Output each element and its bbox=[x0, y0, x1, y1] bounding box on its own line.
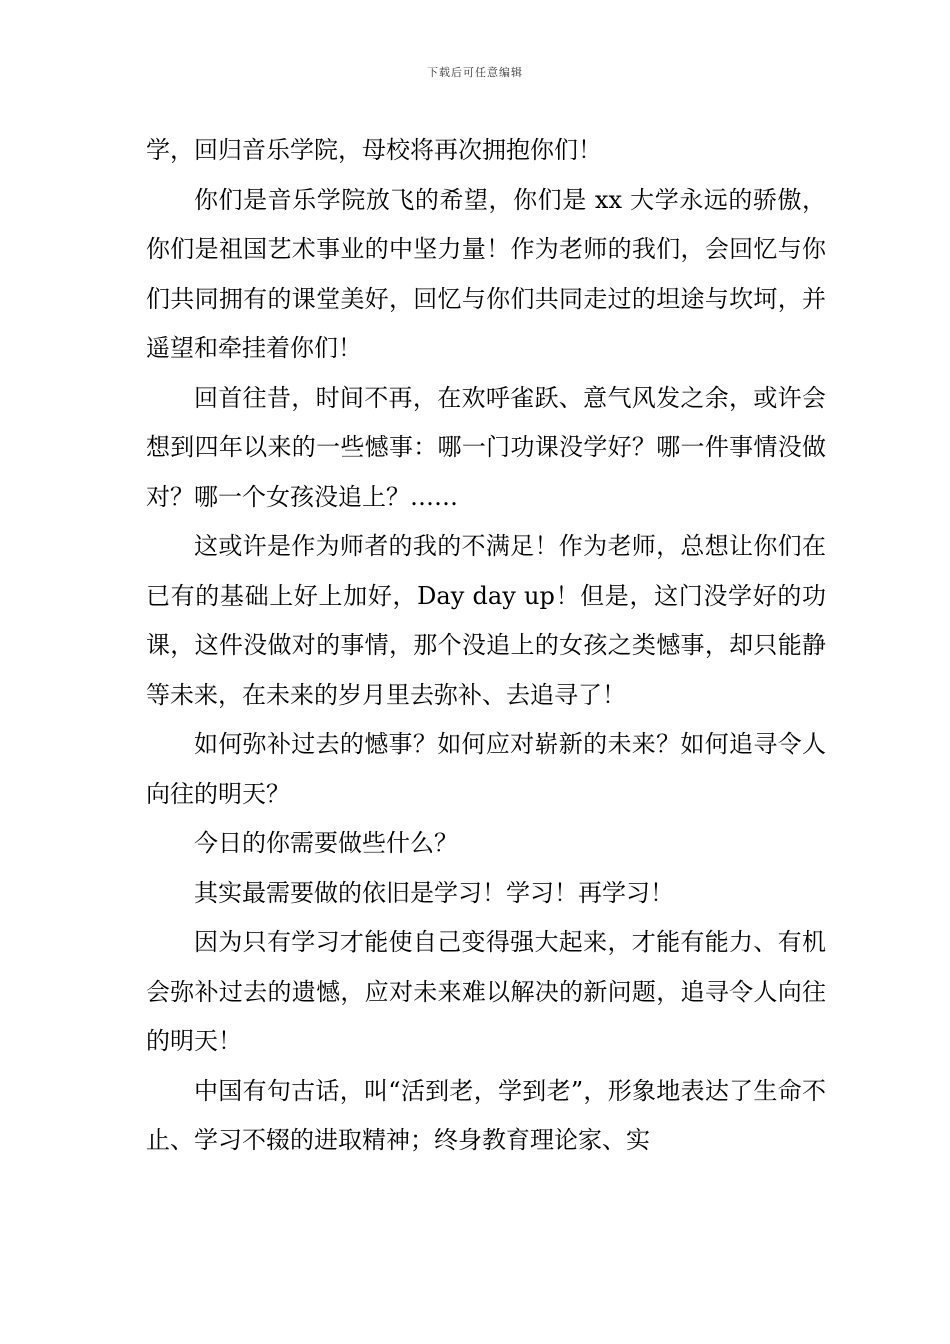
paragraph: 中国有句古话，叫“活到老，学到老”，形象地表达了生命不止、学习不辍的进取精神；终身教育理论家、实 bbox=[146, 1076, 826, 1154]
paragraph: 今日的你需要做些什么？ bbox=[194, 829, 458, 857]
paragraph: 你们是音乐学院放飞的希望，你们是 xx 大学永远的骄傲，你们是祖国艺术事业的中坚力量！作为老师的我们，会回忆与你们共同拥有的课堂美好，回忆与你们共同走过的坦途与坎坷，并遥望和牵挂着你们！ bbox=[146, 185, 826, 362]
paragraph: 因为只有学习才能使自己变得强大起来，才能有能力、有机会弥补过去的遗憾，应对未来难以解决的新问题，追寻令人向往的明天！ bbox=[146, 928, 826, 1055]
document-body bbox=[146, 126, 826, 1166]
page-header: 下载后可任意编辑 bbox=[427, 66, 523, 79]
paragraph: 回首往昔，时间不再，在欢呼雀跃、意气风发之余，或许会想到四年以来的一些憾事：哪一门功课没学好？哪一件事情没做对？哪一个女孩没追上？…… bbox=[146, 383, 826, 511]
paragraph: 学，回归音乐学院，母校将再次拥抱你们！ bbox=[146, 136, 602, 164]
paragraph: 其实最需要做的依旧是学习！学习！再学习！ bbox=[194, 878, 674, 907]
paragraph: 这或许是作为师者的我的不满足！作为老师，总想让你们在已有的基础上好上加好，Day day up！但是，这门没学好的功课，这件没做对的事情，那个没追上的女孩之类憾事，却只能静等未来，在未来的岁月里去弥补、去追寻了！ bbox=[146, 532, 826, 709]
paragraph: 如何弥补过去的憾事？如何应对崭新的未来？如何追寻令人向往的明天？ bbox=[146, 730, 826, 808]
